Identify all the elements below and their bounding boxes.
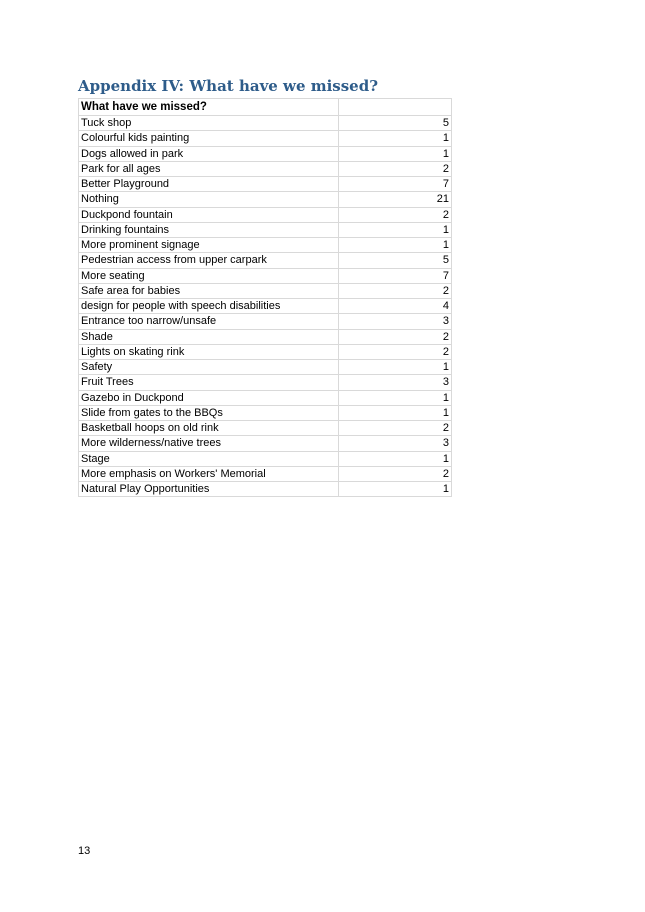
table-row	[79, 482, 452, 497]
row-label: More prominent signage	[79, 238, 339, 253]
table-header-row	[79, 99, 452, 116]
table-row	[79, 405, 452, 420]
row-count: 1	[339, 451, 452, 466]
row-count: 1	[339, 146, 452, 161]
row-count: 1	[339, 405, 452, 420]
row-count: 2	[339, 161, 452, 176]
row-label: Better Playground	[79, 177, 339, 192]
table-row	[79, 390, 452, 405]
table-row	[79, 283, 452, 298]
row-label: Natural Play Opportunities	[79, 482, 339, 497]
row-count: 2	[339, 344, 452, 359]
table-row	[79, 466, 452, 481]
page-heading: Appendix IV: What have we missed?	[78, 77, 379, 95]
table-row	[79, 253, 452, 268]
table-row	[79, 360, 452, 375]
table-row	[79, 222, 452, 237]
table-row	[79, 177, 452, 192]
row-count: 1	[339, 238, 452, 253]
row-label: Entrance too narrow/unsafe	[79, 314, 339, 329]
row-label: Gazebo in Duckpond	[79, 390, 339, 405]
row-label: Shade	[79, 329, 339, 344]
row-count: 21	[339, 192, 452, 207]
row-label: Pedestrian access from upper carpark	[79, 253, 339, 268]
row-label: More seating	[79, 268, 339, 283]
row-count: 1	[339, 390, 452, 405]
table-row	[79, 299, 452, 314]
row-label: Safety	[79, 360, 339, 375]
table-row	[79, 375, 452, 390]
row-label: Basketball hoops on old rink	[79, 421, 339, 436]
row-count: 7	[339, 177, 452, 192]
row-label: Colourful kids painting	[79, 131, 339, 146]
row-count: 1	[339, 131, 452, 146]
row-label: Park for all ages	[79, 161, 339, 176]
page-number: 13	[78, 845, 91, 857]
table-header-count	[339, 99, 452, 116]
table-row	[79, 192, 452, 207]
row-count: 1	[339, 360, 452, 375]
table-header-label: What have we missed?	[79, 99, 339, 116]
table-row	[79, 146, 452, 161]
row-label: More emphasis on Workers' Memorial	[79, 466, 339, 481]
table-row	[79, 436, 452, 451]
table-row	[79, 238, 452, 253]
row-label: More wilderness/native trees	[79, 436, 339, 451]
row-label: Drinking fountains	[79, 222, 339, 237]
row-count: 4	[339, 299, 452, 314]
table-row	[79, 329, 452, 344]
row-label: Stage	[79, 451, 339, 466]
row-count: 3	[339, 375, 452, 390]
row-count: 2	[339, 329, 452, 344]
row-label: Tuck shop	[79, 116, 339, 131]
responses-table	[78, 98, 452, 497]
row-label: design for people with speech disabilities	[79, 299, 339, 314]
row-count: 1	[339, 222, 452, 237]
row-label: Fruit Trees	[79, 375, 339, 390]
row-count: 2	[339, 283, 452, 298]
table-row	[79, 268, 452, 283]
table-row	[79, 421, 452, 436]
row-label: Duckpond fountain	[79, 207, 339, 222]
table-row	[79, 116, 452, 131]
table-row	[79, 314, 452, 329]
row-label: Slide from gates to the BBQs	[79, 405, 339, 420]
table-row	[79, 207, 452, 222]
table-row	[79, 451, 452, 466]
row-count: 1	[339, 482, 452, 497]
row-label: Safe area for babies	[79, 283, 339, 298]
row-count: 5	[339, 253, 452, 268]
table-body	[79, 116, 452, 497]
row-count: 2	[339, 207, 452, 222]
row-label: Dogs allowed in park	[79, 146, 339, 161]
table-row	[79, 344, 452, 359]
row-count: 3	[339, 314, 452, 329]
row-label: Nothing	[79, 192, 339, 207]
row-count: 2	[339, 466, 452, 481]
row-label: Lights on skating rink	[79, 344, 339, 359]
row-count: 5	[339, 116, 452, 131]
table-row	[79, 161, 452, 176]
row-count: 7	[339, 268, 452, 283]
row-count: 3	[339, 436, 452, 451]
row-count: 2	[339, 421, 452, 436]
table-row	[79, 131, 452, 146]
